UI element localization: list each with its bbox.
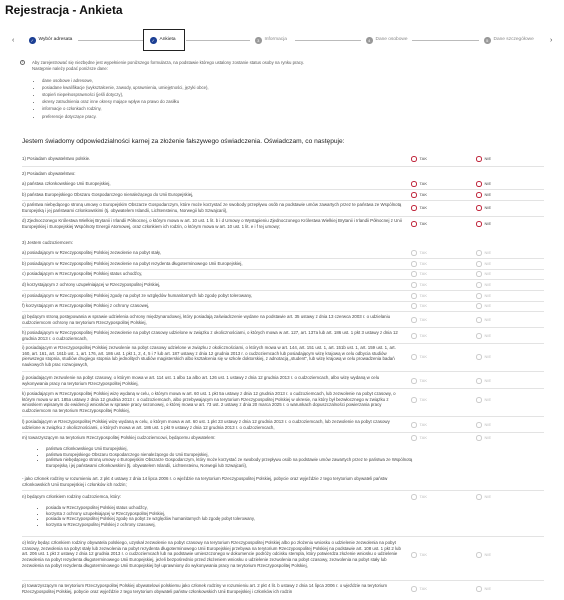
radio-circle-icon — [411, 333, 417, 339]
radio-label: NIE — [484, 397, 492, 403]
radio-no[interactable] — [476, 354, 491, 360]
radio-yes[interactable] — [411, 181, 427, 187]
active-step-highlight — [143, 29, 185, 51]
radio-label: NIE — [484, 192, 492, 198]
radio-label: NIE — [484, 422, 492, 428]
radio-circle-icon — [411, 282, 417, 288]
radio-label: NIE — [484, 435, 492, 441]
radio-circle-icon — [411, 221, 417, 227]
divider — [22, 258, 544, 259]
radio-circle-icon — [476, 422, 482, 428]
info-list — [42, 78, 542, 119]
radio-yes[interactable] — [411, 282, 427, 288]
divider — [22, 371, 544, 372]
radio-yes[interactable] — [411, 397, 427, 403]
radio-label: TAK — [419, 250, 427, 256]
radio-yes[interactable] — [411, 333, 427, 339]
question-text: g) będącym stroną postępowania w sprawie udzielenia ochrony międzynarodowej, który posiadają zaświadczenie wydane na podstawie art. 35 ustawy z dnia 13 czerwca 2003 r. o udzielaniu cudzoziemcom ochrony na terytorium Rzeczypospolitej Polskiej, — [22, 314, 391, 325]
radio-yes[interactable] — [411, 317, 427, 323]
question-row — [22, 282, 542, 288]
radio-yes[interactable] — [411, 250, 427, 256]
list-item: • posiada w Rzeczypospolitej Polskiej zgodę na pobyt ze względów humanitarnych lub zgodę pobyt tolerowany, — [46, 516, 420, 522]
radio-circle-icon — [476, 192, 482, 198]
radio-label: NIE — [484, 293, 492, 299]
radio-circle-icon — [476, 261, 482, 267]
radio-no[interactable] — [476, 261, 491, 267]
step-label: Informacja — [264, 37, 287, 43]
radio-label: NIE — [484, 156, 492, 162]
radio-label: TAK — [419, 397, 427, 403]
list-item: • informacje o członkach rodziny, — [42, 106, 542, 112]
question-row — [22, 419, 542, 430]
question-row — [22, 303, 542, 309]
radio-circle-icon — [476, 552, 482, 558]
radio-label: TAK — [419, 192, 427, 198]
list-item: • państwa członkowskiego Unii Europejskiej, — [46, 446, 420, 452]
divider — [22, 301, 544, 302]
divider — [22, 279, 544, 280]
radio-label: TAK — [419, 261, 427, 267]
divider — [22, 290, 544, 291]
radio-yes[interactable] — [411, 435, 427, 441]
radio-label: TAK — [419, 494, 427, 500]
question-row — [22, 218, 542, 229]
radio-no[interactable] — [476, 271, 491, 277]
divider — [22, 327, 544, 328]
radio-circle-icon — [476, 586, 482, 592]
radio-no[interactable] — [476, 293, 491, 299]
radio-circle-icon — [476, 303, 482, 309]
divider — [22, 269, 544, 270]
radio-circle-icon — [476, 205, 482, 211]
info-box — [22, 60, 542, 121]
step-4[interactable] — [366, 37, 408, 44]
radio-label: TAK — [419, 181, 427, 187]
divider — [22, 490, 544, 491]
radio-yes[interactable] — [411, 293, 427, 299]
question-row — [22, 293, 542, 299]
radio-no[interactable] — [476, 250, 491, 256]
step-number: 5 — [484, 37, 491, 44]
radio-circle-icon — [476, 354, 482, 360]
radio-no[interactable] — [476, 282, 491, 288]
step-1[interactable] — [29, 37, 72, 44]
radio-circle-icon — [411, 317, 417, 323]
question-text: a) posiadającym w Rzeczypospolitej Polskiej zezwolenie na pobyt stały, — [22, 250, 162, 255]
question-text: a) państwa członkowskiego Unii Europejskiej, — [22, 181, 111, 186]
radio-yes[interactable] — [411, 494, 427, 500]
radio-label: TAK — [419, 378, 427, 384]
question-heading — [22, 171, 542, 177]
question-text: c) państwa niebędącego stroną umowy o Europejskim Obszarze Gospodarczym, które może korzystać ze swobody przepływu osób na podstawie umów zawartych przez te państwa ze Wspólnotą Europejską i jej państwami członkowskimi (tj. obywatelem Islandii, Lichtensteinu, Norwegii lub Szwajcarii), — [22, 202, 402, 213]
radio-no[interactable] — [476, 181, 491, 187]
radio-label: TAK — [419, 586, 427, 592]
list-item: • posiadane kwalifikacje (wykształcenie, zawody, uprawnienia, umiejętności, języki obce), — [42, 85, 542, 91]
check-icon: ✓ — [30, 37, 34, 43]
question-row — [22, 375, 542, 386]
divider — [22, 580, 544, 581]
divider — [22, 216, 544, 217]
radio-yes[interactable] — [411, 378, 427, 384]
radio-label: NIE — [484, 221, 492, 227]
radio-yes[interactable] — [411, 192, 427, 198]
list-item: • państwa Europejskiego Obszaru Gospodarczego nienależącego do Unii Europejskiej, — [46, 452, 420, 458]
divider — [78, 40, 144, 41]
radio-circle-icon — [411, 552, 417, 558]
step-number: 3 — [255, 37, 262, 44]
radio-circle-icon — [476, 221, 482, 227]
radio-circle-icon — [476, 317, 482, 323]
question-row — [22, 156, 542, 162]
question-text: l) posiadającym w Rzeczypospolitej Polskiej wizę wydaną w celu, o którym mowa w art. 60 ust. 1 pkt 23 ustawy z dnia 12 grudnia 2013 r. o cudzoziemcach, lub zezwolenie na pobyt czasowy udzielone w związku z okolicznościami, o których mowa w art. 186 ust. 1 pkt 9 ustawy z dnia 12 grudnia 2013 r. o cudzoziemcach, — [22, 419, 390, 430]
question-row — [22, 261, 542, 267]
step-number: 4 — [366, 37, 373, 44]
list-item: • posiada w Rzeczypospolitej Polskiej status uchodźcy, — [46, 505, 420, 511]
radio-circle-icon — [411, 422, 417, 428]
radio-label: NIE — [484, 261, 492, 267]
question-text: m) towarzyszącym na terytorium Rzeczypospolitej Polskiej cudzoziemcowi, będącemu obywatelem: — [22, 435, 216, 440]
radio-no[interactable] — [476, 303, 491, 309]
question-text: d) Zjednoczonego Królestwa Wielkiej Brytanii i Irlandii Północnej, o którym mowa w art. 10 ust. 1 lit. b i d Umowy o Wystąpieniu Zjednoczonego Królestwa Wielkiej Brytanii i Irlandii Północnej z Unii Europejskiej i Europejskiej Wspólnoty Energii Atomowej, oraz członkiem ich rodzin, o którym mowa w art. 10 ust. 1 lit. e i f tej umowy; — [22, 218, 402, 229]
list-item: • dane osobowe i adresowe, — [42, 78, 542, 84]
radio-circle-icon — [476, 282, 482, 288]
radio-circle-icon — [411, 435, 417, 441]
radio-no[interactable] — [476, 378, 491, 384]
divider — [22, 536, 544, 537]
question-text: o) który będąc członkiem rodziny obywatela polskiego, uzyskał zezwolenie na pobyt czasowy na terytorium Rzeczypospolitej Polskiej albo po złożeniu wniosku o udzielenie zezwolenia na pobyt czasowy, zezwolenia na pobyt stały lub zezwolenia na pobyt rezydenta długoterminowego Unii Europejskiej przebywa na terytorium Rzeczypospolitej Polskiej na podstawie art. 108 ust. 1 pkt 2 lub art. 206 ust. 1 pkt 2 ustawy z dnia 12 grudnia 2013 r. o cudzoziemcach lub na podstawie umieszczonego w dokumencie podróży odcisku stempla, który potwierdza złożenie wniosku o udzielenie zezwolenia na pobyt rezydenta długoterminowego Unii Europejskiej, jeżeli bezpośrednio przed złożeniem wniosku o udzielenie zezwolenia na pobyt czasowy, zezwolenia na pobyt stały lub zezwolenia na pobyt rezydenta długoterminowego Unii Europejskiej był uprawniony do wykonywania pracy na terytorium Rzeczypospolitej Polskiej, — [22, 540, 401, 568]
radio-circle-icon — [476, 181, 482, 187]
radio-label: TAK — [419, 303, 427, 309]
radio-circle-icon — [411, 261, 417, 267]
question-note — [22, 476, 542, 487]
radio-label: NIE — [484, 205, 492, 211]
radio-circle-icon — [411, 293, 417, 299]
radio-no[interactable] — [476, 333, 491, 339]
radio-circle-icon — [411, 354, 417, 360]
radio-label: NIE — [484, 271, 492, 277]
question-row — [22, 583, 542, 594]
step-label: Dane szczegółowe — [493, 37, 534, 43]
declaration-heading: Jestem świadomy odpowiedzialności karnej za złożenie fałszywego oświadczenia. Oświadczam, co następuje: — [22, 138, 345, 145]
question-text: j) posiadającym zezwolenie na pobyt czasowy, o którym mowa w art. 114 ust. 1 albo 1a albo art. 126 ust. 1 ustawy z dnia 12 grudnia 2013 r. o cudzoziemcach, albo wizę wydaną w celu wykonywania pracy na terytorium Rzeczypospolitej Polskiej, — [22, 375, 380, 386]
chevron-right-icon[interactable]: › — [550, 37, 553, 44]
radio-circle-icon — [411, 397, 417, 403]
info-icon: i — [20, 60, 25, 65]
step-label: Wybór adresata — [38, 37, 73, 43]
divider — [295, 40, 361, 41]
divider — [22, 200, 544, 201]
divider — [22, 343, 544, 344]
radio-label: NIE — [484, 586, 492, 592]
question-row — [22, 314, 542, 325]
list-item: • stopień niepełnosprawności (jeśli dotyczy), — [42, 92, 542, 98]
sub-list — [40, 505, 420, 527]
divider — [186, 40, 250, 41]
question-row — [22, 391, 542, 414]
radio-label: NIE — [484, 250, 492, 256]
divider — [22, 166, 544, 167]
question-text: d) korzystającym z ochrony uzupełniającej w Rzeczypospolitej Polskiej, — [22, 282, 161, 287]
radio-label: TAK — [419, 156, 427, 162]
question-row — [22, 330, 542, 341]
divider — [22, 432, 544, 433]
radio-circle-icon — [476, 271, 482, 277]
list-item: • korzysta w Rzeczypospolitej Polskiej z ochrony czasowej, — [46, 522, 420, 528]
radio-no[interactable] — [476, 192, 491, 198]
radio-label: NIE — [484, 552, 492, 558]
step-3[interactable] — [255, 37, 287, 44]
radio-no[interactable] — [476, 397, 491, 403]
radio-circle-icon — [476, 156, 482, 162]
radio-no[interactable] — [476, 494, 491, 500]
radio-yes[interactable] — [411, 271, 427, 277]
step-5[interactable] — [484, 37, 534, 44]
divider — [22, 311, 544, 312]
radio-yes[interactable] — [411, 422, 427, 428]
radio-yes[interactable] — [411, 205, 427, 211]
question-row — [22, 250, 542, 256]
radio-label: TAK — [419, 317, 427, 323]
question-row — [22, 540, 542, 569]
question-text: i) posiadającym w Rzeczypospolitej Polskiej zezwolenie na pobyt czasowy udzielone w związku z okolicznościami, o których mowa w art. 144, art. 151 ust. 1, art. 151b ust. 1, art. 159 ust. 1, art. 160, art. 161, art. 161b ust. 1, art. 176, art. 186 ust. 1 pkt 1, 2, 4, 5 i 7 lub art. 187 ustawy z dnia 12 grudnia 2013 r. o cudzoziemcach lub posiadającym wizę krajową w celu odbycia studiów pierwszego stopnia, studiów drugiego stopnia lub jednolitych studiów magisterskich albo kształcenia się w szkole doktorskiej, z adnotacją „student”, lub wizę krajową w celu prowadzenia badań naukowych lub prac rozwojowych, — [22, 345, 396, 368]
radio-no[interactable] — [476, 435, 491, 441]
question-row — [22, 202, 542, 213]
radio-yes[interactable] — [411, 354, 427, 360]
info-text: Aby zarejestrować się niezbędne jest wypełnienie poniższego formularza, na podstawie którego ustalony zostanie status osoby na rynku pracy. — [32, 60, 304, 65]
radio-yes[interactable] — [411, 156, 427, 162]
radio-label: TAK — [419, 293, 427, 299]
question-text: 2) Posiadam obywatelstwo: — [22, 171, 76, 176]
question-text: k) posiadającym w Rzeczypospolitej Polskiej wizę wydaną w celu, o którym mowa w art. 60 ust. 1 pkt 5a ustawy z dnia 12 grudnia 2013 r. o cudzoziemcach, lub zezwolenie na pobyt czasowy, o którym mowa w art. 185a ustawy z dnia 12 grudnia 2013 r. o cudzoziemcach, albo przebywającym na terytorium Rzeczypospolitej Polskiej w okresie, na który był bezwłocznego w związku z wnioskiem wpisanym do ewidencji wniosków w sprawie pracy sezonowej, o której mowa w art. 73 ust. 2 ustawy z dnia 20 marca 2025 r. o warunkach dopuszczalności powierzania pracy cudzoziemcom na terytorium Rzeczypospolitej Polskiej, — [22, 391, 396, 414]
radio-no[interactable] — [476, 552, 491, 558]
list-item: • państwa niebędącego stroną umowy o Europejskim Obszarze Gospodarczym, który może korzystać ze swobody przepływu osób na podstawie umów zawartych przez te państwa ze Wspólnotą Europejską i jej państwami członkowskimi (tj. obywatelem Islandii, Lichtensteinu, Norwegii lub Szwajcarii), — [46, 457, 420, 468]
radio-circle-icon — [476, 333, 482, 339]
question-row — [22, 435, 542, 441]
radio-no[interactable] — [476, 317, 491, 323]
radio-circle-icon — [476, 378, 482, 384]
radio-circle-icon — [411, 192, 417, 198]
radio-circle-icon — [411, 586, 417, 592]
radio-label: TAK — [419, 221, 427, 227]
radio-circle-icon — [411, 156, 417, 162]
question-text: h) posiadającym w Rzeczypospolitej Polskiej zezwolenie na pobyt czasowy udzielone w związku z okolicznościami, o których mowa w art. 127, art. 137a lub art. 186 ust. 1 pkt 3 ustawy z dnia 12 grudnia 2013 r. o cudzoziemcach, — [22, 330, 398, 341]
radio-no[interactable] — [476, 422, 491, 428]
question-heading — [22, 240, 542, 246]
radio-no[interactable] — [476, 221, 491, 227]
question-text: c) posiadającym w Rzeczypospolitej Polskiej status uchodźcy, — [22, 271, 143, 276]
divider — [412, 40, 479, 41]
divider — [22, 388, 544, 389]
divider — [22, 189, 544, 190]
radio-label: TAK — [419, 354, 427, 360]
radio-label: NIE — [484, 303, 492, 309]
radio-circle-icon — [411, 494, 417, 500]
radio-no[interactable] — [476, 205, 491, 211]
radio-no[interactable] — [476, 586, 491, 592]
radio-label: NIE — [484, 282, 492, 288]
radio-label: TAK — [419, 552, 427, 558]
radio-no[interactable] — [476, 156, 491, 162]
question-text: e) posiadającym w Rzeczypospolitej Polskiej zgodę na pobyt ze względów humanitarnych lub zgodę pobyt tolerowany, — [22, 293, 253, 298]
check-icon: ✓ — [151, 37, 155, 43]
question-row — [22, 494, 542, 500]
radio-yes[interactable] — [411, 261, 427, 267]
radio-circle-icon — [411, 303, 417, 309]
radio-label: TAK — [419, 282, 427, 288]
step-label: Dane osobowe — [375, 37, 408, 43]
radio-label: NIE — [484, 378, 492, 384]
info-text: Następnie należy podać poniższe dane: — [32, 65, 108, 71]
question-row — [22, 271, 542, 277]
list-item: • okresy zatrudnienia oraz inne okresy mające wpływ na prawo do zasiłku — [42, 99, 542, 105]
list-item: • korzysta z ochrony uzupełniającej w Rzeczypospolitej Polskiej, — [46, 511, 420, 517]
radio-yes[interactable] — [411, 303, 427, 309]
radio-circle-icon — [476, 250, 482, 256]
step-label: Ankieta — [159, 37, 176, 43]
chevron-left-icon[interactable]: ‹ — [12, 37, 15, 44]
question-row — [22, 192, 542, 198]
radio-label: NIE — [484, 181, 492, 187]
page-title: Rejestracja - Ankieta — [5, 3, 123, 17]
radio-label: NIE — [484, 494, 492, 500]
radio-circle-icon — [411, 250, 417, 256]
radio-circle-icon — [476, 397, 482, 403]
radio-label: TAK — [419, 205, 427, 211]
radio-yes[interactable] — [411, 586, 427, 592]
radio-label: NIE — [484, 354, 492, 360]
radio-label: TAK — [419, 271, 427, 277]
radio-circle-icon — [411, 205, 417, 211]
question-text: 1) Posiadam obywatelstwo polskie. — [22, 156, 91, 161]
radio-circle-icon — [476, 494, 482, 500]
divider — [22, 416, 544, 417]
radio-label: TAK — [419, 422, 427, 428]
radio-circle-icon — [411, 181, 417, 187]
question-text: 3) Jestem cudzoziemcem: — [22, 240, 73, 245]
question-text: b) państwa Europejskiego Obszaru Gospodarczego nienależącego do Unii Europejskiej, — [22, 192, 194, 197]
question-text: p) towarzyszącym na terytorium Rzeczypospolitej Polskiej obywatelowi polskiemu jako członek rodziny w rozumieniu art. 2 pkt 4 lit. b ustawy z dnia 14 lipca 2006 r. o wjeździe na terytorium Rzeczypospolitej Polskiej, pobycie oraz wyjeździe z tego terytorium obywateli państw członkowskich Unii Europejskiej i członków ich rodzin — [22, 583, 388, 594]
radio-circle-icon — [476, 293, 482, 299]
question-text: f) korzystającym w Rzeczypospolitej Polskiej z ochrony czasowej, — [22, 303, 150, 308]
radio-yes[interactable] — [411, 552, 427, 558]
list-item: • preferencje dotyczące pracy. — [42, 114, 542, 120]
question-row — [22, 345, 542, 368]
question-text: - jako członek rodziny w rozumieniu art. 2 pkt 4 ustawy z dnia 14 lipca 2006 r. o wjeździe na terytorium Rzeczypospolitej Polskiej, pobycie oraz wyjeździe z tego terytorium obywateli państw członkowskich Unii Europejskiej i członków ich rodzin; — [22, 476, 388, 487]
radio-yes[interactable] — [411, 221, 427, 227]
radio-label: NIE — [484, 333, 492, 339]
radio-circle-icon — [476, 435, 482, 441]
question-row — [22, 181, 542, 187]
radio-circle-icon — [411, 378, 417, 384]
radio-label: TAK — [419, 435, 427, 441]
radio-circle-icon — [411, 271, 417, 277]
question-text: b) posiadającym w Rzeczypospolitej Polskiej zezwolenie na pobyt rezydenta długoterminowego Unii Europejskiej, — [22, 261, 243, 266]
wizard-steps — [0, 32, 564, 50]
radio-label: TAK — [419, 333, 427, 339]
radio-label: NIE — [484, 317, 492, 323]
sub-list — [40, 446, 420, 468]
question-text: n) będącym członkiem rodziny cudzoziemca, który: — [22, 494, 122, 499]
